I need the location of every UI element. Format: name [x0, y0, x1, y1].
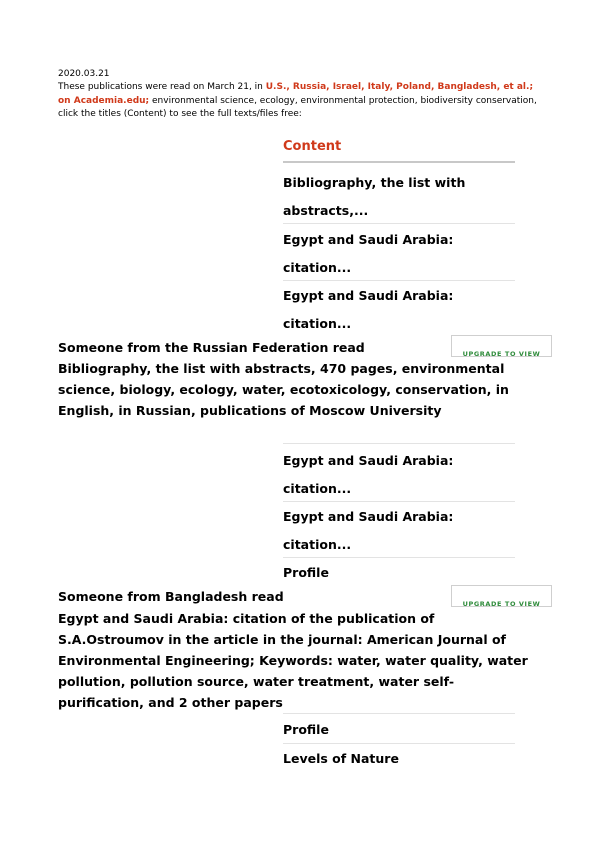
- toc-item-egypt-saudi-2[interactable]: [283, 282, 453, 338]
- intro-text-end: environmental science, ecology, environmental protection, biodiversity conservation, click the titles (Content) to see the full texts/files free:: [58, 95, 537, 119]
- toc-item-line1: Bibliography, the list with: [283, 175, 466, 190]
- divider: [283, 280, 515, 281]
- content-divider: [283, 161, 515, 163]
- toc-item-line1: Egypt and Saudi Arabia:: [283, 288, 454, 303]
- divider: [283, 501, 515, 502]
- toc-item-line2: citation...: [283, 481, 352, 496]
- content-heading: Content: [283, 139, 342, 154]
- reader-notice-bangladesh: Someone from Bangladesh read: [58, 589, 284, 604]
- toc-item-line2: citation...: [283, 260, 352, 275]
- toc-item-line2: citation...: [283, 316, 352, 331]
- toc-item-bibliography[interactable]: [283, 169, 465, 225]
- reader-notice-russia: Someone from the Russian Federation read: [58, 340, 365, 355]
- toc-item-line2: abstracts,...: [283, 203, 369, 218]
- upgrade-to-view-button[interactable]: UPGRADE TO VIEW: [451, 335, 552, 357]
- document-date: 2020.03.21: [58, 69, 110, 79]
- intro-countries-link[interactable]: U.S., Russia, Israel, Italy, Poland, Bangladesh, et al.; on Academia.edu;: [58, 82, 534, 106]
- read-publication-title[interactable]: Egypt and Saudi Arabia: citation of the publication of S.A.Ostroumov in the article in the journal: American Journal of Environmental Engineering; Keywords: water, water quality, water pollution, pollution source, water treatment, water self-purification, and 2 other papers: [58, 611, 528, 710]
- levels-of-nature-link[interactable]: Levels of Nature: [283, 751, 399, 766]
- toc-item-egypt-saudi-3[interactable]: [283, 447, 453, 503]
- toc-item-egypt-saudi-4[interactable]: [283, 503, 453, 559]
- divider: [283, 557, 515, 558]
- toc-item-line2: citation...: [283, 537, 352, 552]
- divider: [283, 713, 515, 714]
- toc-item-egypt-saudi-1[interactable]: [283, 226, 453, 282]
- divider: [283, 743, 515, 744]
- upgrade-to-view-button[interactable]: UPGRADE TO VIEW: [451, 585, 552, 607]
- profile-link[interactable]: Profile: [283, 722, 329, 737]
- read-publication-title[interactable]: Bibliography, the list with abstracts, 470 pages, environmental science, biology, ecology, water, ecotoxicology, conservation, in English, in Russian, publications of Moscow University: [58, 361, 509, 418]
- intro-paragraph: [58, 81, 538, 122]
- toc-item-line1: Egypt and Saudi Arabia:: [283, 232, 454, 247]
- divider: [283, 223, 515, 224]
- intro-text-start: These publications were read on March 21, in: [58, 82, 266, 92]
- divider: [283, 443, 515, 444]
- toc-item-line1: Egypt and Saudi Arabia:: [283, 509, 454, 524]
- toc-item-line1: Egypt and Saudi Arabia:: [283, 453, 454, 468]
- profile-link[interactable]: Profile: [283, 565, 329, 580]
